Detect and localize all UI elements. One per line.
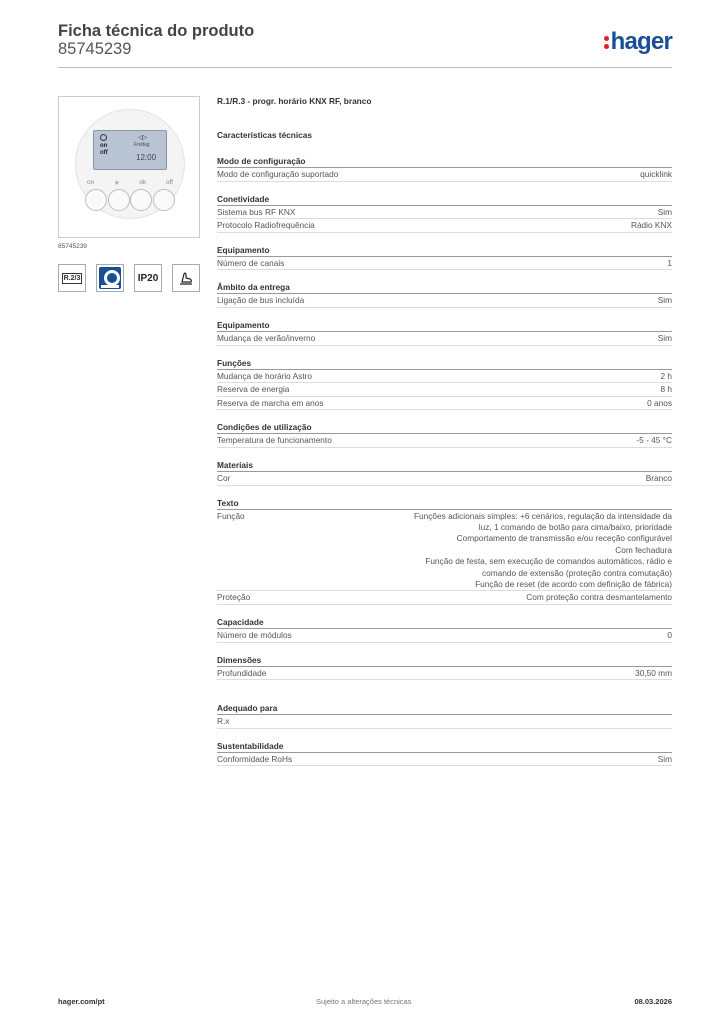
spec-value: Sim (657, 753, 672, 764)
section-title: Materiais (217, 459, 672, 472)
spec-value-line: Função de festa, sem execução de comandos automáticos, rádio e (425, 556, 672, 567)
clock-icon (100, 134, 107, 141)
spec-value-line: Função de reset (de acordo com definição de fábrica) (475, 578, 672, 589)
spec-key: Ligação de bus incluída (217, 295, 305, 306)
spec-value: 0 (667, 629, 672, 640)
spec-row (217, 383, 672, 397)
section-title: Âmbito da entrega (217, 281, 672, 294)
spec-key: Sistema bus RF KNX (217, 206, 296, 217)
device-buttons (85, 189, 175, 211)
spec-section (217, 281, 672, 308)
spec-row (217, 591, 672, 605)
screen-on-off: on off (100, 143, 108, 156)
spec-row (217, 397, 672, 411)
spec-value: 8 h (660, 384, 672, 395)
spec-key: Número de módulos (217, 629, 292, 640)
spec-section (217, 654, 672, 681)
section-title: Condições de utilização (217, 421, 672, 434)
page-title: Ficha técnica do produto (58, 22, 255, 40)
spec-key: Temperatura de funcionamento (217, 435, 332, 446)
device-button-label: ☀ (113, 180, 120, 187)
spec-key: Reserva de marcha em anos (217, 397, 324, 408)
spec-row (217, 753, 672, 767)
spec-key: Proteção (217, 592, 251, 603)
spec-value-line: luz, 1 comando de botão para cima/baixo, prioridade (478, 521, 672, 532)
ip20-badge: IP20 (134, 264, 162, 292)
section-title: Funções (217, 357, 672, 370)
spec-section (217, 702, 672, 729)
touch-icon (172, 264, 200, 292)
spec-key: Mudança de verão/inverno (217, 332, 316, 343)
spec-key: Modo de configuração suportado (217, 169, 339, 179)
spec-row (217, 667, 672, 681)
spec-row (217, 168, 672, 182)
device-button-label: on (87, 179, 95, 186)
spec-value: 0 anos (647, 397, 672, 408)
spec-value-line: comando de extensão (proteção contra comutação) (481, 567, 672, 578)
specs-title: Características técnicas (217, 130, 313, 140)
spec-key: Número de canais (217, 257, 285, 268)
section-title: Sustentabilidade (217, 740, 672, 753)
badge-row (58, 264, 200, 292)
spec-value (352, 511, 672, 591)
spec-value: Com proteção contra desmantelamento (526, 592, 672, 603)
spec-row (217, 206, 672, 220)
spec-section (217, 319, 672, 346)
spec-value: 30,50 mm (635, 667, 672, 678)
spec-row (217, 472, 672, 486)
rx-icon: R.2/3 (58, 264, 86, 292)
spec-value: Sim (657, 332, 672, 343)
spec-row (217, 629, 672, 643)
device-screen (93, 130, 167, 170)
spec-key: R.x (217, 716, 230, 727)
hager-logo: hager (603, 28, 672, 56)
section-title: Adequado para (217, 702, 672, 715)
logo-dots-icon (603, 36, 610, 50)
spec-value: Branco (645, 472, 672, 483)
section-title: Dimensões (217, 654, 672, 667)
spec-value-line: Comportamento de transmissão e/ou receção configurável (456, 533, 672, 544)
screen-day: Freitag (134, 142, 150, 148)
product-image (58, 96, 200, 238)
spec-row (217, 219, 672, 233)
spec-key: Profundidade (217, 667, 267, 678)
spec-value: 1 (667, 257, 672, 268)
spec-key: Protocolo Radiofrequência (217, 220, 315, 231)
spec-row (217, 257, 672, 271)
spec-key: Mudança de horário Astro (217, 370, 313, 381)
spec-value: 2 h (660, 370, 672, 381)
spec-key: Função (217, 510, 245, 521)
spec-row (217, 294, 672, 308)
spec-section (217, 155, 672, 182)
spec-value-line: Com fechadura (615, 544, 672, 555)
spec-value-line: Funções adicionais simples: +6 cenários, regulação da intensidade da (413, 510, 672, 521)
screen-time: 12:00 (136, 153, 157, 162)
device-button-labels (87, 179, 173, 187)
spec-section (217, 497, 672, 605)
signal-icon: ◁▷ (138, 135, 148, 141)
spec-section (217, 421, 672, 448)
spec-value: Sim (657, 295, 672, 306)
section-title: Capacidade (217, 616, 672, 629)
spec-row (217, 332, 672, 346)
section-title: Conetividade (217, 193, 672, 206)
page-header (58, 22, 672, 68)
footer-website-link[interactable]: hager.com/pt (58, 997, 105, 1006)
spec-key: Reserva de energia (217, 384, 290, 395)
spec-section (217, 244, 672, 271)
footer-disclaimer: Sujeito a alterações técnicas (316, 997, 412, 1006)
spec-row (217, 510, 672, 592)
spec-key: Conformidade RoHs (217, 753, 293, 764)
section-title: Modo de configuração (217, 155, 672, 168)
spec-value: Rádio KNX (630, 220, 672, 231)
device-button-label: off (165, 179, 173, 186)
spec-section (217, 740, 672, 767)
section-title: Equipamento (217, 319, 672, 332)
product-code: 85745239 (58, 40, 132, 58)
spec-row (217, 715, 672, 729)
spec-section (217, 193, 672, 233)
spec-value: -5 - 45 °C (636, 435, 672, 446)
quicklink-icon (96, 264, 124, 292)
spec-sections (217, 155, 672, 766)
spec-content (217, 96, 672, 766)
section-title: Equipamento (217, 244, 672, 257)
spec-value: quicklink (640, 169, 672, 179)
footer-date: 08.03.2026 (634, 997, 672, 1006)
device-button-label: ok (139, 179, 147, 186)
spec-section (217, 616, 672, 643)
spec-key: Cor (217, 472, 231, 483)
section-title: Texto (217, 497, 672, 510)
spec-row (217, 434, 672, 448)
spec-section (217, 459, 672, 486)
image-code: 85745239 (58, 243, 87, 250)
spec-section (217, 357, 672, 411)
product-name: R.1/R.3 - progr. horário KNX RF, branco (217, 96, 372, 106)
spec-value: Sim (657, 206, 672, 217)
device-illustration (75, 109, 185, 219)
spec-row (217, 370, 672, 384)
